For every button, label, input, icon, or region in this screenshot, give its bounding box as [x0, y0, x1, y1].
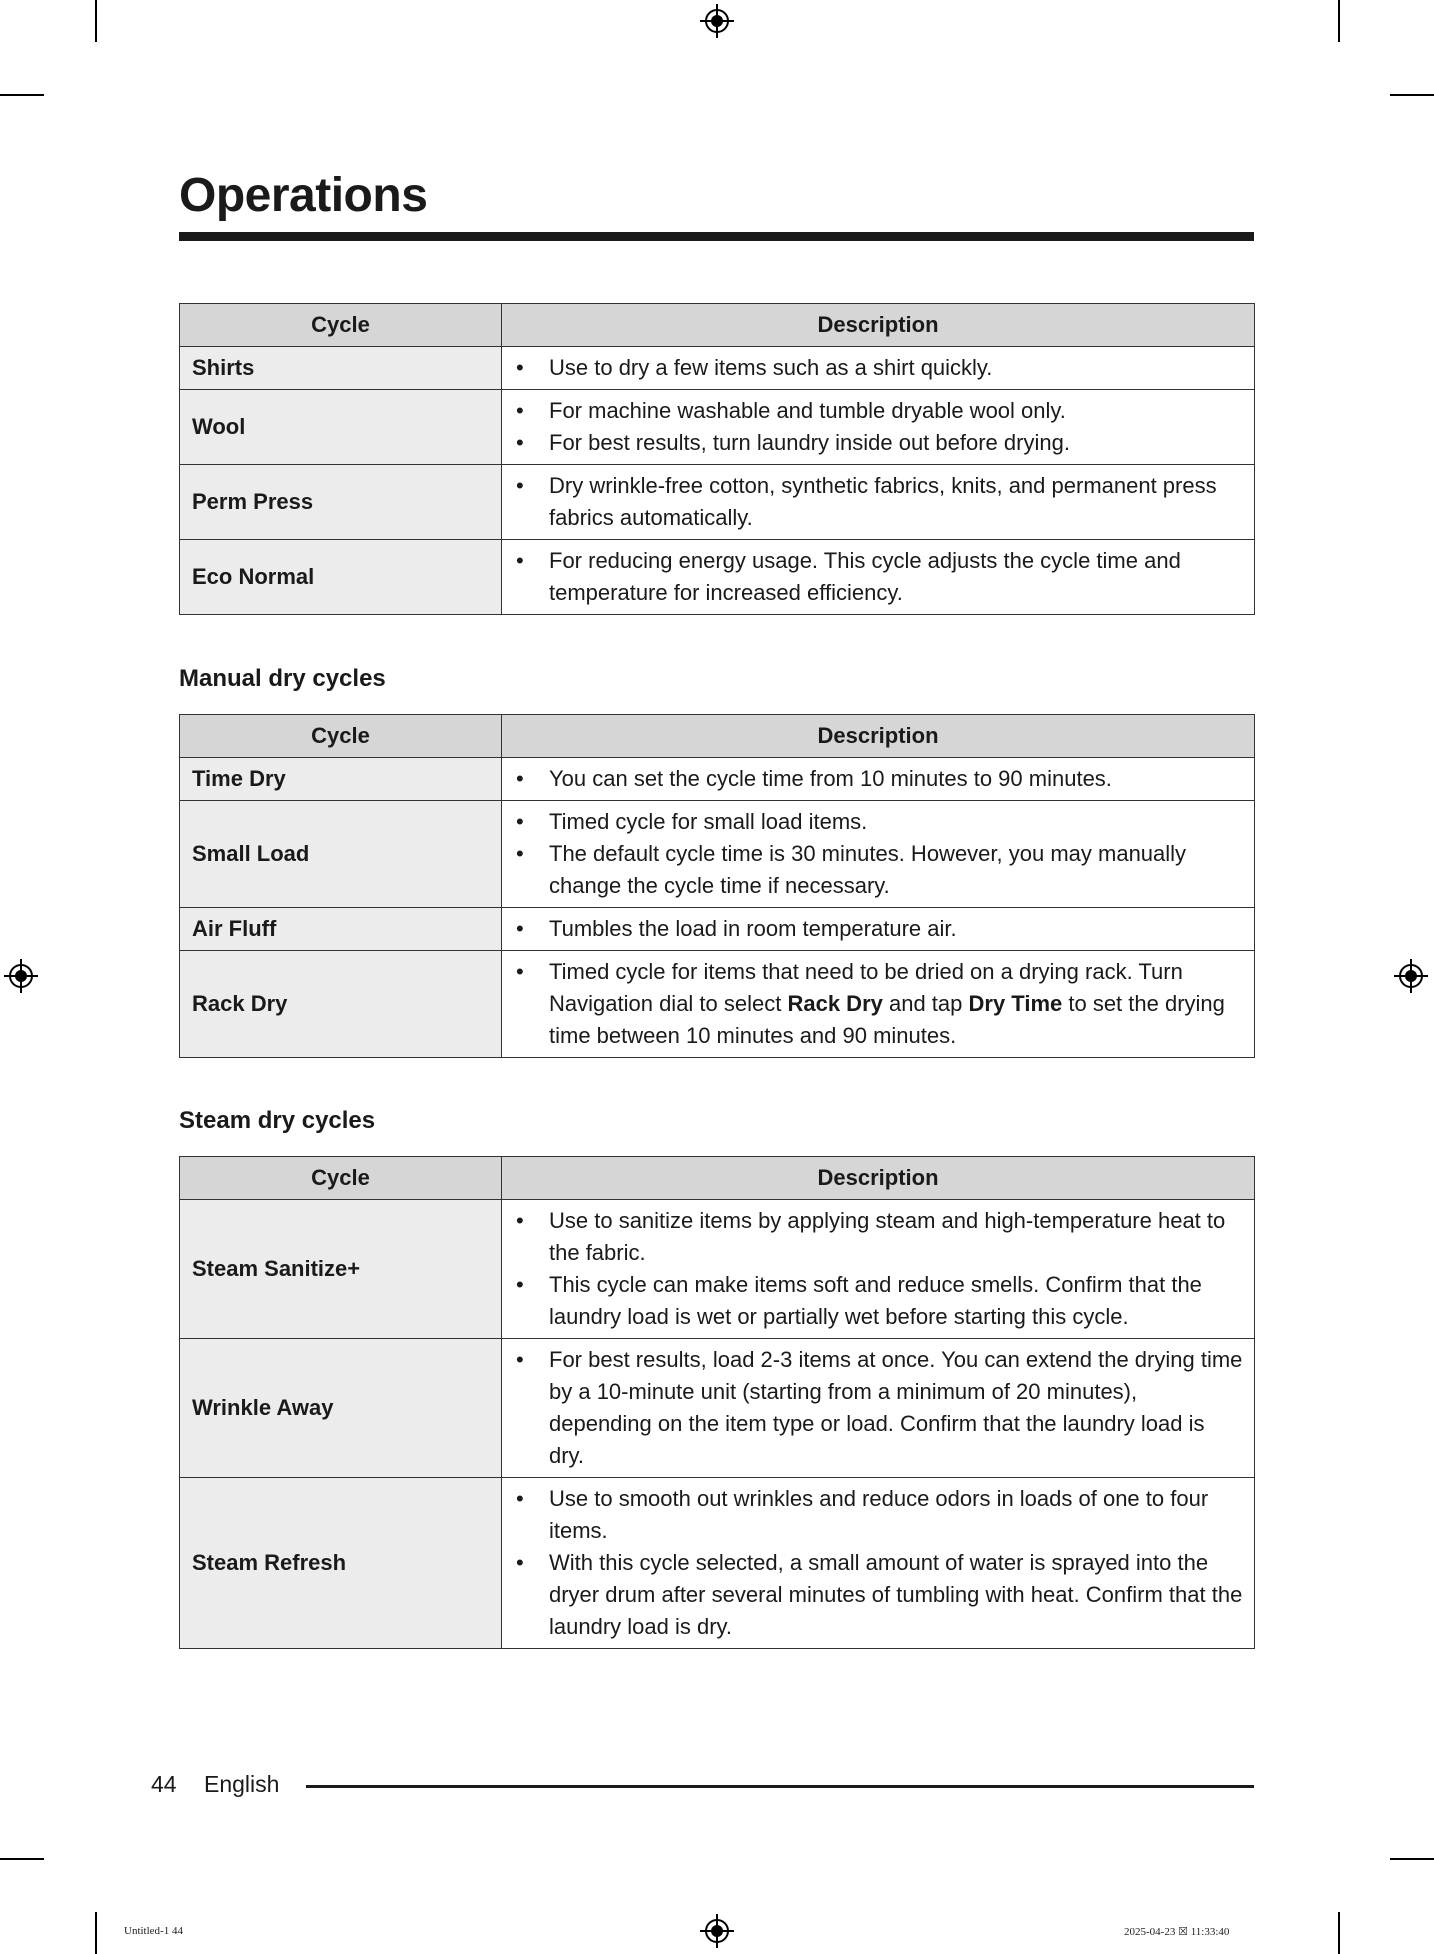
crop-mark [0, 1858, 44, 1860]
bullet-text: and tap [882, 991, 969, 1016]
table-row [180, 908, 1255, 951]
cycle-name: Steam Sanitize+ [180, 1200, 502, 1339]
description-bullet [514, 545, 1244, 609]
bullet-text: Use to smooth out wrinkles and reduce odors in loads of one to four items. [549, 1486, 1209, 1543]
bullet-text: For machine washable and tumble dryable wool only. [549, 398, 1066, 423]
table-row [180, 1339, 1255, 1478]
table-row [180, 758, 1255, 801]
description-bullet [514, 838, 1244, 902]
bullet-text: Tumbles the load in room temperature air. [549, 916, 957, 941]
description-bullet [514, 352, 1244, 384]
page-language: English [204, 1771, 280, 1797]
title-rule [179, 232, 1254, 241]
bold-term: Dry Time [968, 991, 1063, 1016]
print-slug-right: 2025-04-23 ☒ 11:33:40 [1124, 1926, 1230, 1938]
cycle-description [502, 1200, 1255, 1339]
crop-mark [0, 94, 44, 96]
bullet-text: to set the drying time between 10 minutes and 90 minutes. [549, 991, 1225, 1048]
cycle-name: Perm Press [180, 465, 502, 540]
description-bullet [514, 1547, 1244, 1643]
cycle-name: Rack Dry [180, 951, 502, 1058]
table-header-row [180, 1157, 1255, 1200]
table-header-row [180, 715, 1255, 758]
description-bullet [514, 806, 1244, 838]
bullet-text: The default cycle time is 30 minutes. However, you may manually change the cycle time if necessary. [549, 841, 1187, 898]
description-bullet [514, 913, 1244, 945]
cycle-description [502, 758, 1255, 801]
registration-mark-icon [700, 1914, 734, 1948]
crop-mark [95, 1912, 97, 1954]
section-heading-steam-dry-cycles: Steam dry cycles [179, 1107, 376, 1134]
description-bullet [514, 1269, 1244, 1333]
bullet-text: For reducing energy usage. This cycle adjusts the cycle time and temperature for increased efficiency. [549, 548, 1181, 605]
column-header-cycle: Cycle [180, 715, 502, 758]
description-bullet [514, 956, 1244, 1052]
cycle-description [502, 908, 1255, 951]
cycle-description [502, 1339, 1255, 1478]
cycle-name: Small Load [180, 801, 502, 908]
table-row [180, 801, 1255, 908]
footer-rule [306, 1785, 1254, 1788]
column-header-cycle: Cycle [180, 304, 502, 347]
manual-dry-cycles-table [179, 714, 1255, 1058]
bullet-text: For best results, load 2-3 items at once. You can extend the drying time by a 10-minute unit (starting from a minimum of 20 minutes), depending on the item type or load. Confirm that the laundry load is dry. [549, 1347, 1243, 1468]
table-row [180, 347, 1255, 390]
cycle-description [502, 465, 1255, 540]
column-header-description: Description [502, 304, 1255, 347]
registration-mark-icon [700, 4, 734, 38]
description-bullet [514, 1205, 1244, 1269]
description-bullet [514, 470, 1244, 534]
registration-mark-icon [1394, 959, 1428, 993]
cycle-description [502, 390, 1255, 465]
bullet-text: With this cycle selected, a small amount of water is sprayed into the dryer drum after several minutes of tumbling with heat. Confirm that the laundry load is dry. [549, 1550, 1243, 1639]
table-row [180, 1200, 1255, 1339]
bullet-text: Use to sanitize items by applying steam and high-temperature heat to the fabric. [549, 1208, 1226, 1265]
bold-term: Rack Dry [787, 991, 883, 1016]
cycle-name: Wool [180, 390, 502, 465]
column-header-description: Description [502, 1157, 1255, 1200]
column-header-description: Description [502, 715, 1255, 758]
bullet-text: You can set the cycle time from 10 minutes to 90 minutes. [549, 766, 1112, 791]
bullet-text: Dry wrinkle-free cotton, synthetic fabrics, knits, and permanent press fabrics automatically. [549, 473, 1217, 530]
bullet-text: Timed cycle for items that need to be dried on a drying rack. Turn Navigation dial to select [549, 959, 1183, 1016]
cycle-name: Eco Normal [180, 540, 502, 615]
description-bullet [514, 427, 1244, 459]
table-row [180, 390, 1255, 465]
page-title: Operations [179, 169, 428, 222]
bullet-text: Use to dry a few items such as a shirt quickly. [549, 355, 993, 380]
cycle-name: Air Fluff [180, 908, 502, 951]
table-row [180, 951, 1255, 1058]
description-bullet [514, 395, 1244, 427]
cycle-description [502, 951, 1255, 1058]
cycle-name: Shirts [180, 347, 502, 390]
cycle-description [502, 1478, 1255, 1649]
crop-mark [1338, 0, 1340, 42]
cycle-description [502, 801, 1255, 908]
cycles-table [179, 303, 1255, 615]
steam-dry-cycles-table [179, 1156, 1255, 1649]
bullet-text: This cycle can make items soft and reduce smells. Confirm that the laundry load is wet or partially wet before starting this cycle. [549, 1272, 1202, 1329]
crop-mark [1390, 94, 1434, 96]
table-row [180, 1478, 1255, 1649]
cycle-description [502, 540, 1255, 615]
cycle-name: Wrinkle Away [180, 1339, 502, 1478]
registration-mark-icon [4, 959, 38, 993]
page-number: 44 [151, 1771, 177, 1797]
table-row [180, 540, 1255, 615]
crop-mark [95, 0, 97, 42]
cycle-name: Steam Refresh [180, 1478, 502, 1649]
description-bullet [514, 1483, 1244, 1547]
column-header-cycle: Cycle [180, 1157, 502, 1200]
crop-mark [1338, 1912, 1340, 1954]
description-bullet [514, 1344, 1244, 1472]
crop-mark [1390, 1858, 1434, 1860]
description-bullet [514, 763, 1244, 795]
cycle-description [502, 347, 1255, 390]
print-slug-left: Untitled-1 44 [124, 1925, 183, 1937]
cycle-name: Time Dry [180, 758, 502, 801]
bullet-text: For best results, turn laundry inside out before drying. [549, 430, 1070, 455]
table-row [180, 465, 1255, 540]
bullet-text: Timed cycle for small load items. [549, 809, 868, 834]
section-heading-manual-dry-cycles: Manual dry cycles [179, 665, 386, 692]
table-header-row [180, 304, 1255, 347]
